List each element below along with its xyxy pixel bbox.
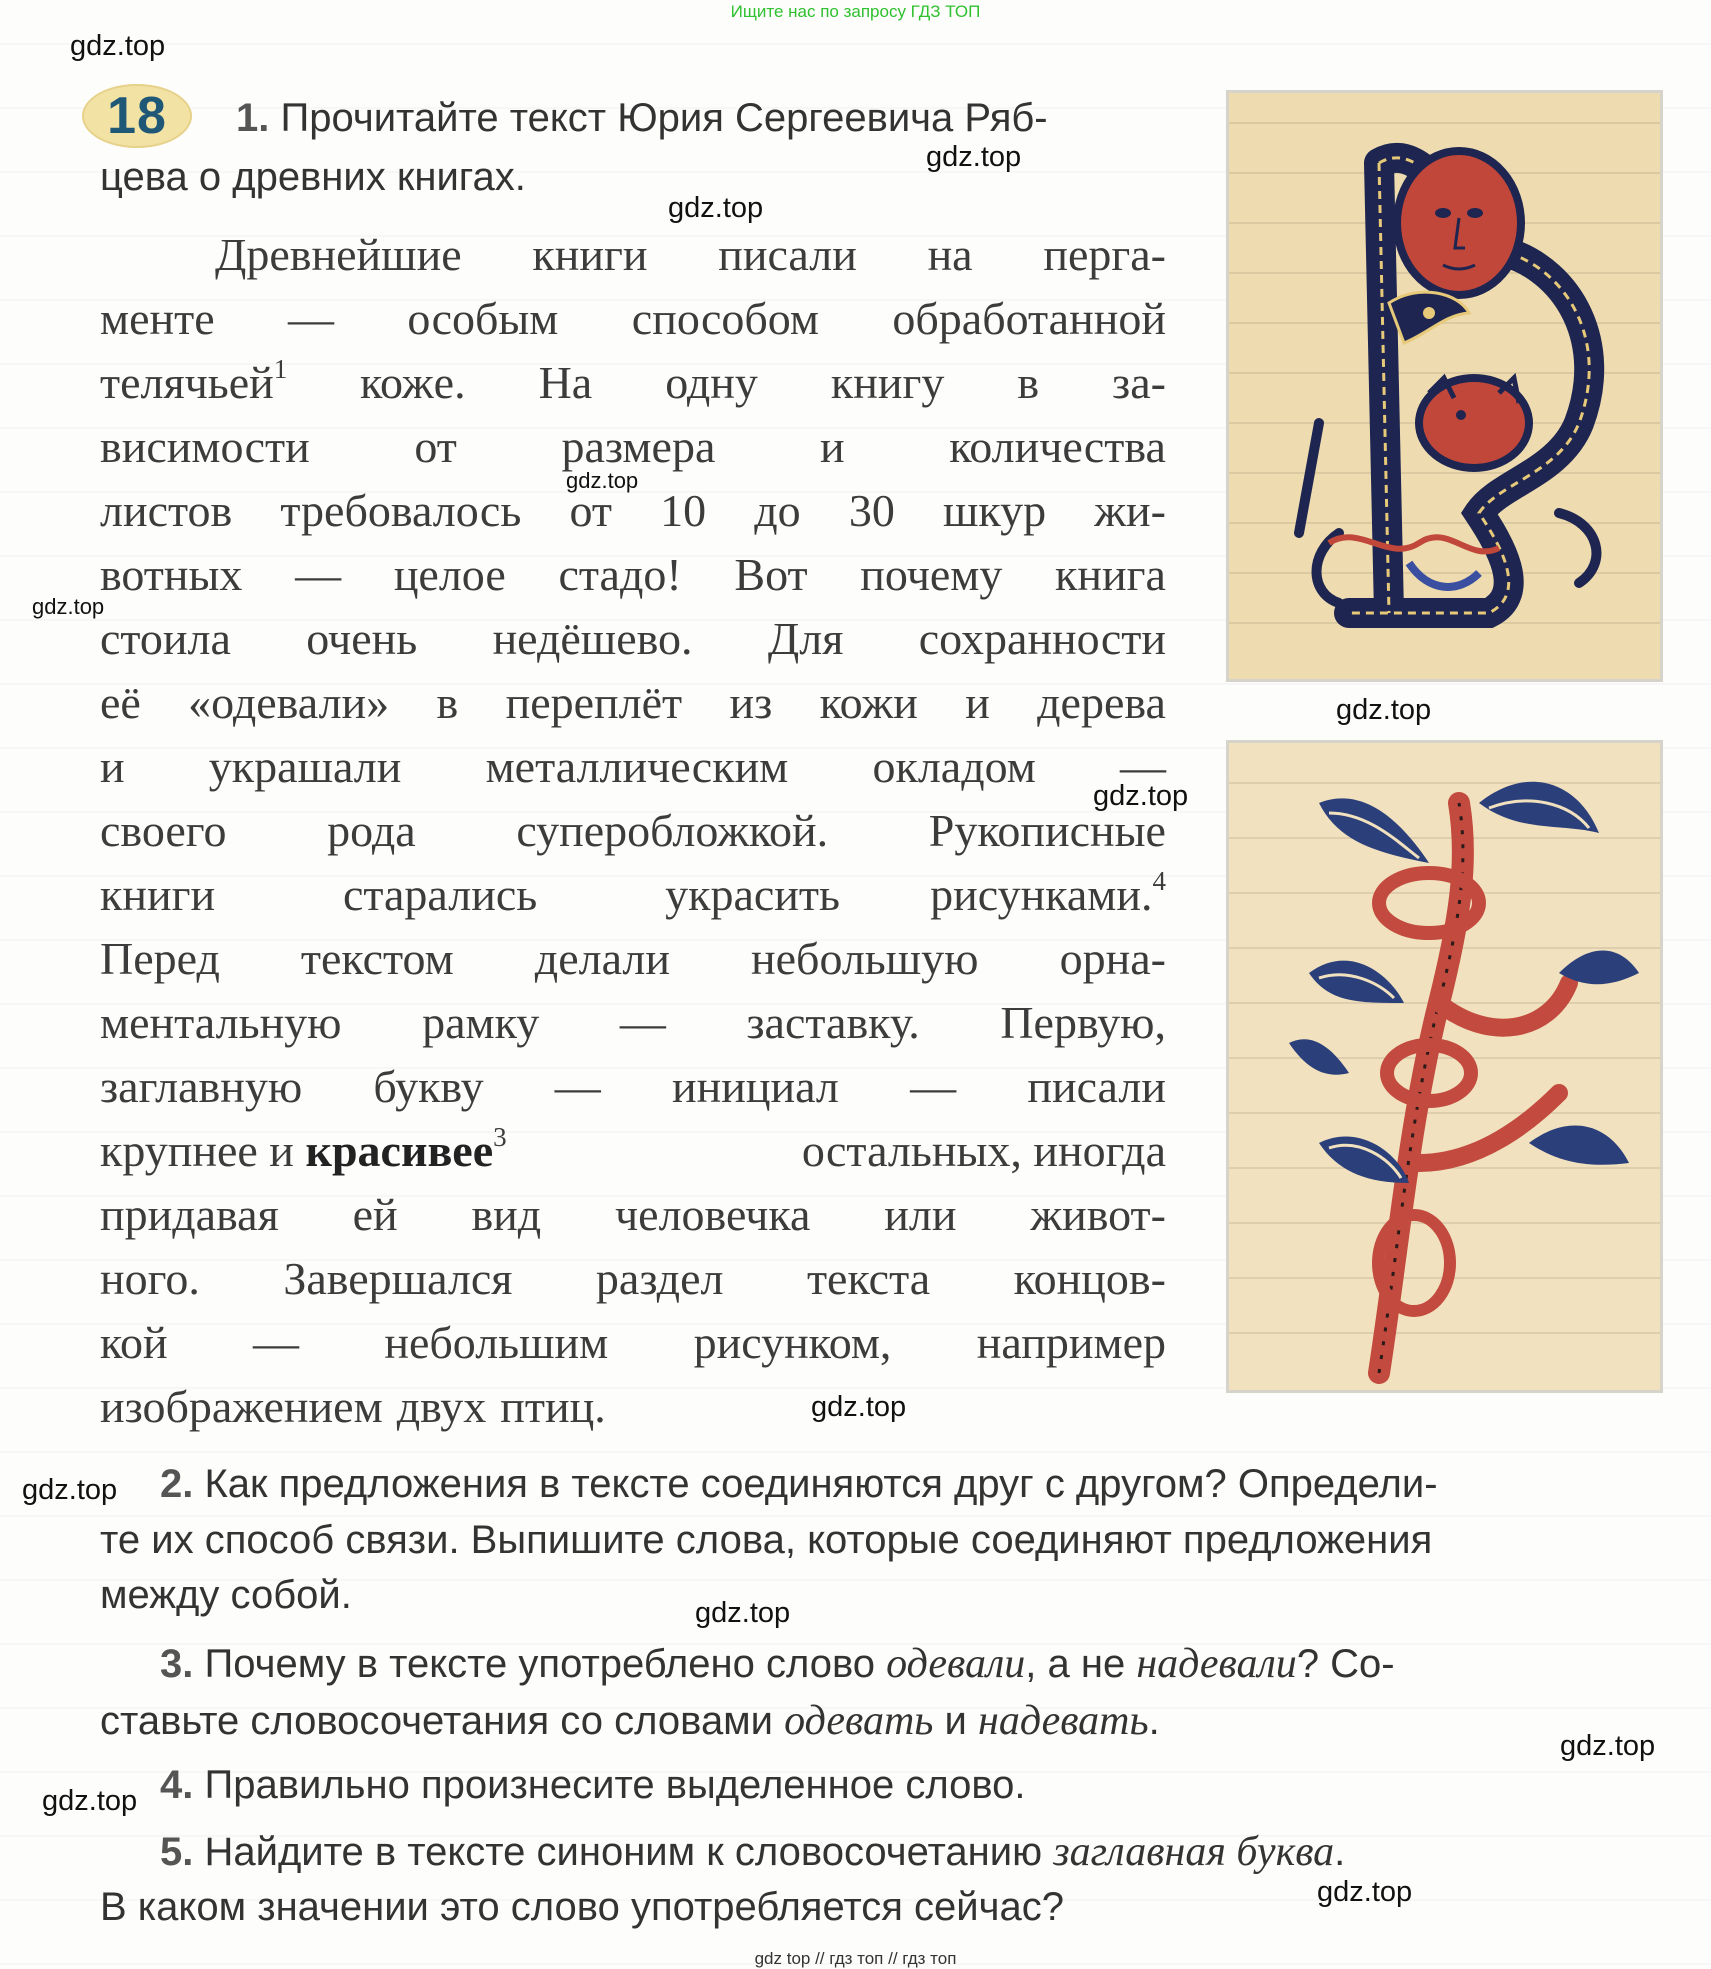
passage-word: от [414, 421, 457, 472]
passage-line [100, 740, 1166, 800]
passage-word: своего [100, 805, 227, 856]
passage-word: — [1120, 741, 1166, 792]
passage-word: например [976, 1317, 1166, 1368]
top-banner: Ищите нас по запросу ГДЗ ТОП [730, 2, 981, 21]
passage-word: ментальную [100, 997, 342, 1048]
passage-word: и [819, 421, 845, 472]
passage-word: «одевали» [188, 677, 390, 728]
passage-word: очень [306, 613, 418, 664]
passage-line [100, 1060, 1166, 1120]
task-2-line-2: те их способ связи. Выпишите слова, которые соединяют предложения [100, 1518, 1433, 1562]
passage-word: из [729, 677, 773, 728]
passage-word: и [965, 677, 990, 728]
passage-line [100, 676, 1166, 736]
passage-word: её [100, 677, 141, 728]
passage-word: 10 [660, 485, 707, 536]
passage-word: одну [665, 357, 758, 408]
passage-word: способом [631, 293, 820, 344]
passage-word: — [554, 1061, 601, 1112]
passage-word: Вот [734, 549, 808, 600]
initial-letter-figures-image [1229, 93, 1660, 679]
passage-word: книги [532, 229, 648, 280]
passage-word: раздел [595, 1253, 724, 1304]
passage-word: Перед [100, 933, 220, 984]
passage-word: человечка [615, 1189, 811, 1240]
task-4-line: 4. Правильно произнесите выделенное слово. [160, 1763, 1026, 1807]
passage-word: небольшим [384, 1317, 609, 1368]
passage-line: крупнее и красивее$^3$ остальных, иногда [100, 1122, 1166, 1176]
passage-word: сохранности [918, 613, 1166, 664]
task-number: 2. [160, 1462, 194, 1506]
task-3-line-2: ставьте словосочетания со словами одевать и надевать. [100, 1698, 1160, 1744]
watermark: gdz.top [1317, 1876, 1413, 1908]
passage-word: Рукописные [928, 805, 1166, 856]
passage-word: металлическим [485, 741, 789, 792]
lesson-number-badge [82, 84, 192, 148]
passage-word: На [538, 357, 593, 408]
passage-word: особым [407, 293, 559, 344]
passage-word: придавая [100, 1189, 279, 1240]
watermark: gdz.top [32, 594, 105, 619]
passage-word: суперобложкой. [516, 805, 829, 856]
passage-line: телячьей$^1$ кожe. На одну книгу в за- [100, 356, 1166, 416]
footer-text: gdz top // гдз топ // гдз топ [754, 1949, 957, 1968]
task-1-line-1: 1. Прочитайте текст Юрия Сергеевича Ряб- [236, 96, 1048, 140]
watermark: gdz.top [1336, 694, 1432, 726]
task-number: 4. [160, 1763, 194, 1807]
passage-line: книги старались украсить рисунками.$^4$ [100, 868, 1166, 928]
passage-word: небольшую [751, 933, 979, 984]
passage-word: листов [100, 485, 233, 536]
passage-word: в [1017, 357, 1040, 408]
watermark: gdz.top [566, 468, 639, 493]
passage-word: на [927, 229, 973, 280]
passage-word: перга- [1043, 229, 1166, 280]
illustration-initial-figures [1226, 90, 1663, 682]
passage-word: букву [373, 1061, 484, 1112]
passage-word: кожe. [360, 357, 466, 408]
task-5-line-1: 5. Найдите в тексте синоним к словосочетанию заглавная буква. [160, 1829, 1346, 1875]
passage-word: текста [806, 1253, 931, 1304]
passage-word: обработанной [892, 293, 1166, 344]
passage-word: вотных [100, 549, 243, 600]
passage-word: кожи [819, 677, 918, 728]
passage-word: старались [342, 869, 538, 920]
watermark: gdz.top [1093, 780, 1189, 812]
task-5-line-2: В каком значении это слово употребляется сейчас? [100, 1885, 1064, 1929]
passage-word: Для [767, 613, 844, 664]
task-2-line-3: между собой. [100, 1573, 352, 1617]
passage-word: целое [393, 549, 506, 600]
passage-line [100, 996, 1166, 1056]
initial-letter-ornament-image [1229, 743, 1660, 1390]
watermark: gdz.top [42, 1785, 138, 1817]
task-3-line-1: 3. Почему в тексте употреблено слово одевали, а не надевали? Со- [160, 1641, 1395, 1687]
passage-word: ного. [100, 1253, 200, 1304]
passage-word: — [619, 997, 666, 1048]
passage-word: в [436, 677, 459, 728]
passage-line [100, 612, 1166, 672]
passage-word: переплёт [505, 677, 683, 728]
passage-line [100, 804, 1166, 864]
passage-word: требовалось [280, 485, 522, 536]
passage-word: Первую, [1000, 997, 1166, 1048]
passage-word: писали [1027, 1061, 1166, 1112]
passage-word: живот- [1030, 1189, 1166, 1240]
passage-word: количества [949, 421, 1166, 472]
passage-word: книгу [830, 357, 945, 408]
passage-word: от [569, 485, 612, 536]
passage-word: рода [327, 805, 416, 856]
passage-word: концов- [1013, 1253, 1166, 1304]
passage-line [100, 292, 1166, 352]
passage-word: делали [534, 933, 670, 984]
passage-word: — [288, 293, 335, 344]
passage-word: до [754, 485, 801, 536]
passage-word: Завершался [283, 1253, 513, 1304]
passage-word: — [253, 1317, 299, 1368]
passage-line [100, 1252, 1166, 1312]
passage-word: почему [860, 549, 1003, 600]
watermark: gdz.top [70, 30, 166, 62]
passage-word: писали [718, 229, 857, 280]
passage-word: за- [1112, 357, 1166, 408]
passage-word: менте [100, 293, 215, 344]
passage-line [100, 484, 1166, 544]
passage-word: книга [1055, 549, 1166, 600]
lesson-number: 18 [107, 87, 167, 145]
passage-word: текстом [300, 933, 454, 984]
passage-line [100, 932, 1166, 992]
watermark: gdz.top [926, 141, 1022, 173]
watermark: gdz.top [22, 1474, 118, 1506]
passage-line [100, 548, 1166, 608]
passage-line [100, 228, 1166, 288]
watermark: gdz.top [695, 1597, 791, 1629]
passage-word: — [910, 1061, 957, 1112]
watermark: gdz.top [668, 192, 764, 224]
passage-word: заглавную [100, 1061, 303, 1112]
passage-word: стадо! [558, 549, 682, 600]
passage-word: рисунком, [693, 1317, 892, 1368]
task-2-line-1: 2. Как предложения в тексте соединяются друг с другом? Определи- [160, 1462, 1438, 1506]
passage-word: ей [352, 1189, 398, 1240]
passage-word: висимости [100, 421, 310, 472]
task-number: 5. [160, 1830, 194, 1874]
passage-word: орна- [1059, 933, 1166, 984]
passage-word: шкур [942, 485, 1047, 536]
passage-word: изображением [100, 1381, 383, 1432]
passage-word: украсить [665, 869, 840, 920]
passage-line [100, 1380, 1166, 1440]
task-1-line-2: цева о древних книгах. [100, 155, 526, 199]
passage-word: кой [100, 1317, 168, 1368]
passage-word: рамку [422, 997, 540, 1048]
task-number: 3. [160, 1642, 194, 1686]
passage-word: книги [100, 869, 216, 920]
passage-word: недёшево. [492, 613, 693, 664]
passage-word: дерева [1037, 677, 1166, 728]
passage-word: Древнейшие [215, 229, 462, 280]
passage-word: двух [396, 1381, 487, 1432]
passage-word: и [100, 741, 125, 792]
passage-word: — [295, 549, 342, 600]
task-number: 1. [236, 96, 270, 140]
watermark: gdz.top [811, 1391, 907, 1423]
passage-word: жи- [1094, 485, 1166, 536]
passage-word: 30 [848, 485, 895, 536]
watermark: gdz.top [1560, 1730, 1656, 1762]
passage-word: размера [561, 421, 716, 472]
passage-word: окладом [872, 741, 1036, 792]
passage-line [100, 1188, 1166, 1248]
passage-line [100, 1316, 1166, 1376]
passage-word: вид [471, 1189, 542, 1240]
passage-line [100, 420, 1166, 480]
illustration-initial-ornament [1226, 740, 1663, 1393]
passage-word: или [884, 1189, 957, 1240]
passage-word: инициал [672, 1061, 839, 1112]
passage-word: заставку. [746, 997, 920, 1048]
highlighted-word: красивее [305, 1125, 494, 1176]
passage-word: птиц. [500, 1381, 606, 1432]
passage-word: стоила [100, 613, 231, 664]
passage-word: украшали [208, 741, 402, 792]
